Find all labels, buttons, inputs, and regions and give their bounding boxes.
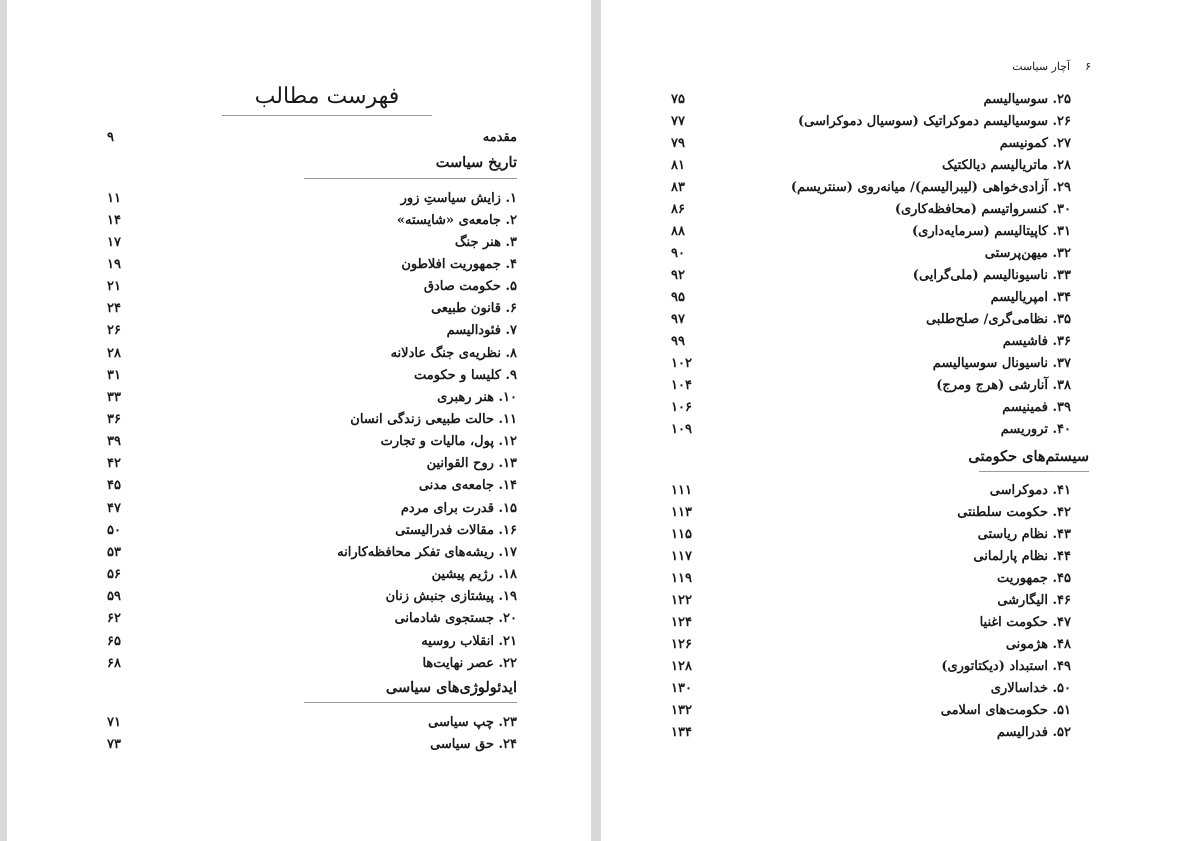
toc-entry [671, 88, 1071, 110]
toc-entry-page: ۷۹ [671, 135, 685, 151]
toc-entry-title: ۳۳. ناسیونالیسم (ملی‌گرایی) [912, 267, 1071, 283]
toc-entry-title: ۲۱. انقلاب روسیه [421, 633, 517, 649]
toc-entry [107, 320, 517, 342]
toc-entry-page: ۱۲۴ [671, 614, 692, 630]
toc-entry [107, 298, 517, 320]
toc-entry-page: ۸۱ [671, 157, 685, 173]
toc-entry-page: ۳۳ [107, 389, 121, 405]
toc-entry-title: ۲. جامعه‌ی «شایسته» [396, 212, 517, 228]
toc-entry-page: ۱۰۴ [671, 377, 692, 393]
toc-entry-title: ۶. قانون طبیعی [431, 301, 517, 317]
toc-entry-title: ۴۸. هژمونی [1005, 636, 1071, 652]
toc-entry [671, 677, 1071, 699]
toc-entry-title: ۴۱. دموکراسی [989, 482, 1071, 498]
toc-entry [671, 286, 1071, 308]
toc-entry-page: ۲۴ [107, 301, 121, 317]
toc-entry [671, 132, 1071, 154]
toc-entry-title: ۸. نظریه‌ی جنگ عادلانه [390, 345, 517, 361]
toc-entry-title: ۱۶. مقالات فدرالیستی [395, 522, 517, 538]
toc-entry-page: ۳۶ [107, 412, 121, 427]
toc-entry [107, 497, 517, 519]
toc-entry-title: ۳۴. امپریالیسم [990, 289, 1071, 305]
toc-entry [107, 541, 517, 563]
toc-entry-page: ۱۱۵ [671, 526, 692, 542]
left-page [7, 0, 591, 841]
toc-entry [671, 589, 1071, 611]
toc-entry-page: ۶۲ [107, 611, 121, 627]
toc-entry-title: ۱۵. قدرت برای مردم [400, 500, 517, 516]
toc-entry [671, 110, 1071, 132]
section-heading-systems: سیستم‌های حکومتی [968, 448, 1089, 465]
toc-entry-page: ۱۰۲ [671, 355, 692, 371]
toc-entry [107, 608, 517, 630]
toc-entry-title: ۳۶. فاشیسم [1002, 333, 1071, 349]
toc-entry-title: ۴۰. تروریسم [1000, 421, 1071, 437]
toc-entry-page: ۹۰ [671, 245, 685, 261]
toc-entry [107, 209, 517, 231]
toc-entry-title: ۲۶. سوسیالیسم دموکراتیک (سوسیال دموکراسی) [797, 113, 1071, 129]
toc-entry-title: ۱۳. روح القوانین [426, 456, 517, 472]
toc-entry [671, 721, 1071, 743]
toc-entry-page: ۸۳ [671, 179, 685, 195]
toc-entry [671, 501, 1071, 523]
toc-entry [107, 652, 517, 674]
toc-entry [671, 545, 1071, 567]
toc-entry-title: ۳۱. کاپیتالیسم (سرمایه‌داری) [912, 223, 1071, 239]
toc-entry [107, 733, 517, 755]
toc-entry [107, 586, 517, 608]
toc-entry [671, 198, 1071, 220]
toc-entry-title: ۲۵. سوسیالیسم [983, 91, 1071, 107]
toc-entry-title: ۵۲. فدرالیسم [996, 724, 1071, 740]
toc-entry-page: ۱۱۷ [671, 548, 692, 564]
toc-entry-page: ۲۸ [107, 345, 121, 361]
toc-entry [671, 374, 1071, 396]
toc-entry [107, 409, 517, 431]
toc-entry-page: ۱۱۱ [671, 482, 692, 498]
toc-entry-title: ۴۴. نظام پارلمانی [973, 548, 1071, 564]
toc-entry [107, 364, 517, 386]
toc-entry-page: ۱۲۲ [671, 592, 692, 608]
toc-entry-page: ۷۱ [107, 714, 121, 730]
toc-entry [671, 308, 1071, 330]
section-heading-history: تاریخ سیاست [435, 154, 517, 171]
toc-entry [107, 276, 517, 298]
toc-entry-page: ۵۰ [107, 522, 121, 538]
toc-entry [107, 342, 517, 364]
toc-entry-title: ۴۳. نظام ریاستی [977, 526, 1071, 542]
toc-entry-page: ۲۶ [107, 323, 121, 339]
toc-entry [107, 187, 517, 209]
toc-entry [671, 523, 1071, 545]
toc-entry [671, 611, 1071, 633]
toc-entry-title: ۹. کلیسا و حکومت [414, 367, 517, 383]
toc-entry-title: ۴۹. استبداد (دیکتاتوری) [941, 658, 1071, 674]
right-page [601, 0, 1178, 841]
toc-entry-page: ۱۲۸ [671, 658, 692, 674]
toc-entry-title: ۴. جمهوریت افلاطون [401, 256, 517, 272]
toc-entry-title: ۱۰. هنر رهبری [437, 389, 517, 405]
toc-entry-page: ۱۱۹ [671, 570, 692, 586]
toc-entry-title: ۱۹. پیشتازی جنبش زنان [385, 589, 517, 605]
running-header [981, 60, 1091, 73]
toc-entry-page: ۴۵ [107, 478, 121, 494]
toc-entry-title: ۲۲. عصر نهایت‌ها [422, 655, 517, 671]
toc-entry-page: ۱۱ [107, 190, 121, 206]
toc-entry-page: ۶۸ [107, 655, 121, 671]
toc-entry-title: ۱۴. جامعه‌ی مدنی [418, 478, 517, 494]
toc-entry-page: ۱۳۴ [671, 724, 692, 740]
toc-entry-page: ۷۵ [671, 91, 685, 107]
toc-entry-title: ۳۹. فمینیسم [1002, 399, 1071, 415]
toc-entry-title: ۱۱. حالت طبیعی زندگی انسان [350, 412, 517, 427]
toc-entry [671, 479, 1071, 501]
toc-entry [107, 453, 517, 475]
toc-entry-title: ۳۸. آنارشی (هرج ومرج) [936, 377, 1071, 393]
toc-entry-page: ۳۱ [107, 367, 121, 383]
toc-entry-title: ۲۷. کمونیسم [999, 135, 1071, 151]
toc-entry-intro [107, 126, 517, 148]
toc-entry [671, 264, 1071, 286]
toc-entry [671, 352, 1071, 374]
toc-entry-title: ۳. هنر جنگ [454, 234, 517, 250]
toc-entry-title: ۴۲. حکومت سلطنتی [957, 504, 1071, 520]
toc-entry [107, 564, 517, 586]
toc-entry [671, 176, 1071, 198]
toc-entry-page: ۱۱۳ [671, 504, 692, 520]
toc-entry-page: ۷۷ [671, 113, 685, 129]
toc-entry-page: ۱۳۰ [671, 680, 692, 696]
toc-entry [107, 231, 517, 253]
toc-entry-page: ۹۹ [671, 333, 685, 349]
toc-entry-title: ۲۰. جستجوی شادمانی [394, 611, 517, 627]
toc-entry [671, 418, 1071, 440]
toc-entry-title: ۳۵. نظامی‌گری/ صلح‌طلبی [925, 311, 1071, 327]
toc-entry [671, 220, 1071, 242]
toc-entry-page: ۳۹ [107, 434, 121, 450]
toc-entry-page: ۹۵ [671, 289, 685, 305]
page-title: فهرست مطالب [254, 84, 400, 109]
toc-entry-page: ۱۰۹ [671, 421, 692, 437]
toc-entry-page: ۷۳ [107, 736, 121, 752]
toc-entry [671, 396, 1071, 418]
toc-entry-page: ۵۶ [107, 567, 121, 583]
header-book-title: آچار سیاست [1012, 60, 1071, 73]
toc-entry-title: ۳۲. میهن‌پرستی [984, 245, 1071, 261]
toc-entry-title: ۲۸. ماتریالیسم دیالکتیک [942, 157, 1071, 173]
toc-entry [107, 431, 517, 453]
toc-entry [107, 519, 517, 541]
toc-entry-title: ۵۱. حکومت‌های اسلامی [940, 702, 1071, 718]
toc-entry-title: ۲۴. حق سیاسی [430, 736, 517, 752]
toc-entry-page: ۱۲۶ [671, 636, 692, 652]
header-page-number: ۶ [1085, 60, 1091, 73]
toc-entry [671, 154, 1071, 176]
toc-entry-page: ۹۷ [671, 311, 685, 327]
toc-entry [671, 567, 1071, 589]
toc-entry-title: ۵. حکومت صادق [423, 279, 517, 295]
toc-entry-page: ۸۸ [671, 223, 685, 239]
toc-entry-title: ۱۸. رژیم پیشین [431, 567, 517, 583]
toc-entry [107, 386, 517, 408]
toc-entry [671, 699, 1071, 721]
toc-entry-title: ۳۷. ناسیونال سوسیالیسم [932, 355, 1071, 371]
toc-entry [107, 630, 517, 652]
toc-entry-title: ۴۵. جمهوریت [997, 570, 1071, 586]
toc-entry-page: ۲۱ [107, 279, 121, 295]
toc-entry-page: ۱۹ [107, 256, 121, 272]
section-rule [304, 178, 517, 179]
toc-entry [671, 655, 1071, 677]
toc-entry [671, 633, 1071, 655]
toc-entry-title: ۲۹. آزادی‌خواهی (لیبرالیسم)/ میانه‌روی (سنتریسم) [790, 179, 1071, 195]
toc-entry-title: ۲۳. چپ سیاسی [428, 714, 517, 730]
toc-entry-title: ۴۷. حکومت اغنیا [979, 614, 1071, 630]
section-rule [979, 471, 1089, 472]
toc-entry [107, 711, 517, 733]
toc-entry [107, 253, 517, 275]
toc-entry-title: ۱۷. ریشه‌های تفکر محافظه‌کارانه [337, 544, 517, 560]
toc-entry [107, 475, 517, 497]
toc-entry-title: ۱۲. پول، مالیات و تجارت [380, 434, 517, 450]
toc-entry-page: ۶۵ [107, 633, 121, 649]
toc-entry-page: ۹ [107, 129, 114, 145]
toc-entry-page: ۱۳۲ [671, 702, 692, 718]
toc-entry-page: ۹۲ [671, 267, 685, 283]
toc-entry-title: ۷. فئودالیسم [446, 323, 517, 339]
toc-entry-page: ۵۳ [107, 544, 121, 560]
toc-entry-page: ۸۶ [671, 201, 685, 217]
toc-entry-page: ۱۴ [107, 212, 121, 228]
toc-entry-page: ۴۲ [107, 456, 121, 472]
toc-entry [671, 242, 1071, 264]
toc-entry-title: ۱. زایش سیاستِ زور [400, 190, 517, 206]
toc-entry-title: ۵۰. خداسالاری [990, 680, 1071, 696]
section-heading-ideology: ایدئولوژی‌های سیاسی [385, 679, 517, 696]
toc-entry-page: ۴۷ [107, 500, 121, 516]
toc-entry-title: ۴۶. الیگارشی [997, 592, 1071, 608]
toc-entry-title: ۳۰. کنسرواتیسم (محافظه‌کاری) [894, 201, 1071, 217]
section-rule [304, 702, 517, 703]
title-rule [222, 115, 432, 116]
toc-entry-title: مقدمه [482, 129, 517, 145]
toc-entry-page: ۱۷ [107, 234, 121, 250]
toc-entry [671, 330, 1071, 352]
toc-entry-page: ۵۹ [107, 589, 121, 605]
toc-entry-page: ۱۰۶ [671, 399, 692, 415]
